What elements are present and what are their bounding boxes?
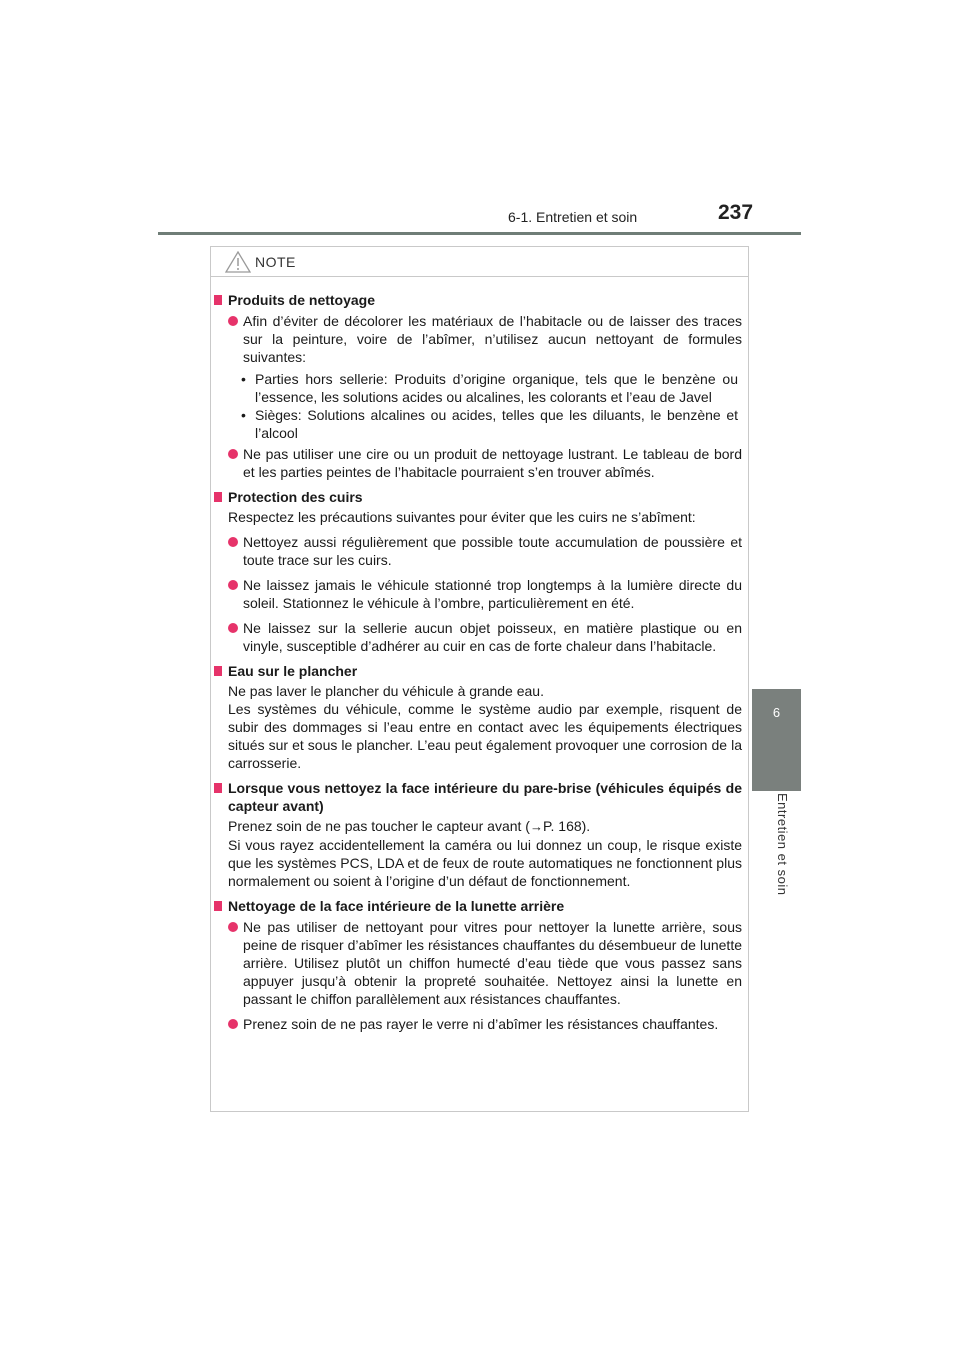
paragraph: Prenez soin de ne pas toucher le capteur avant (→P. 168).: [228, 818, 591, 834]
chapter-number: 6: [772, 705, 781, 720]
note-header: [211, 247, 748, 277]
paragraph: Les systèmes du véhicule, comme le système audio par exemple, risquent de subir des dommages si l’eau entre en contact avec les équipements électriques situés sur et sous le plancher. L’eau peut également provoquer une corrosion de la carrosserie.: [228, 701, 742, 771]
section-heading: Nettoyage de la face intérieure de la lunette arrière: [211, 897, 742, 915]
page-reference-arrow-icon: →: [529, 819, 543, 834]
header-rule: [158, 232, 801, 235]
round-bullet-icon: [228, 537, 238, 547]
note-body: [211, 277, 748, 1033]
section-rear-window-interior: [211, 897, 742, 1033]
section-heading: Eau sur le plancher: [211, 662, 742, 680]
list-item: Prenez soin de ne pas rayer le verre ni d’abîmer les résistances chauffantes.: [211, 1015, 742, 1033]
section-heading: Produits de nettoyage: [211, 291, 742, 309]
round-bullet-icon: [228, 623, 238, 633]
square-bullet-icon: [214, 666, 222, 676]
section-water-on-floor: [211, 662, 742, 772]
section-heading: Protection des cuirs: [211, 488, 742, 506]
section-cleaning-products: [211, 291, 742, 481]
page-reference-link[interactable]: P. 168).: [542, 818, 591, 834]
note-title: NOTE: [255, 254, 296, 270]
round-bullet-icon: [228, 449, 238, 459]
round-bullet-icon: [228, 316, 238, 326]
square-bullet-icon: [214, 901, 222, 911]
list-item: Ne pas utiliser de nettoyant pour vitres pour nettoyer la lunette arrière, sous peine de risquer d’abîmer les résistances chauffantes du désembueur de lunette arrière. Utilisez plutôt un chiffon humecté d’eau tiède que vous passez sans appuyer jusqu’à obtenir la propreté souhaitée. Nettoyez ainsi la lunette en passant le chiffon parallèlement aux résistances chauffantes.: [211, 918, 742, 1008]
round-bullet-icon: [228, 922, 238, 932]
section-windshield-interior: [211, 779, 742, 890]
list-item: Ne laissez jamais le véhicule stationné trop longtemps à la lumière directe du soleil. Stationnez le véhicule à l’ombre, particulièrement en été.: [211, 576, 742, 612]
round-bullet-icon: [228, 1019, 238, 1029]
list-item: Ne laissez sur la sellerie aucun objet poisseux, en matière plastique ou en vinyle, susceptible d’adhérer au cuir en cas de forte chaleur dans l’habitacle.: [211, 619, 742, 655]
square-bullet-icon: [214, 783, 222, 793]
chapter-tab: [752, 689, 801, 791]
chapter-label: [765, 791, 789, 951]
warning-triangle-icon: [225, 251, 251, 273]
page-number: 237: [718, 201, 754, 224]
note-box: [210, 246, 749, 1112]
list-item: Ne pas utiliser une cire ou un produit de nettoyage lustrant. Le tableau de bord et les parties peintes de l’habitacle pourraient s’en trouver abîmés.: [211, 445, 742, 481]
square-bullet-icon: [214, 492, 222, 502]
page-header: [0, 0, 960, 240]
section-title: 6-1. Entretien et soin: [508, 209, 638, 225]
list-item: Nettoyez aussi régulièrement que possible toute accumulation de poussière et toute trace sur les cuirs.: [211, 533, 742, 569]
section-heading: Lorsque vous nettoyez la face intérieure du pare-brise (véhicules équipés de capteur avant): [211, 779, 742, 815]
round-bullet-icon: [228, 580, 238, 590]
paragraph: Ne pas laver le plancher du véhicule à grande eau.: [228, 683, 544, 699]
sub-list-item: • Sièges: Solutions alcalines ou acides, telles que les diluants, le benzène et l’alcool: [241, 407, 738, 441]
square-bullet-icon: [214, 295, 222, 305]
chapter-label-text: Entretien et soin: [775, 793, 790, 896]
paragraph: Si vous rayez accidentellement la caméra ou lui donnez un coup, le risque existe que les systèmes PCS, LDA et de feux de route automatiques ne fonctionnent plus normalement ou soient à l’origine d’un défaut de fonctionnement.: [228, 837, 742, 889]
section-leather-protection: [211, 488, 742, 655]
sub-list-item: • Parties hors sellerie: Produits d’origine organique, tels que le benzène ou l’essence, les solutions acides ou alcalines, les colorants et l’eau de Javel: [241, 371, 738, 405]
paragraph: Respectez les précautions suivantes pour éviter que les cuirs ne s’abîment:: [228, 509, 696, 525]
list-item: Afin d’éviter de décolorer les matériaux de l’habitacle ou de laisser des traces sur la peinture, voire de l’abîmer, n’utilisez aucun nettoyant de formules suivantes:: [211, 312, 742, 366]
